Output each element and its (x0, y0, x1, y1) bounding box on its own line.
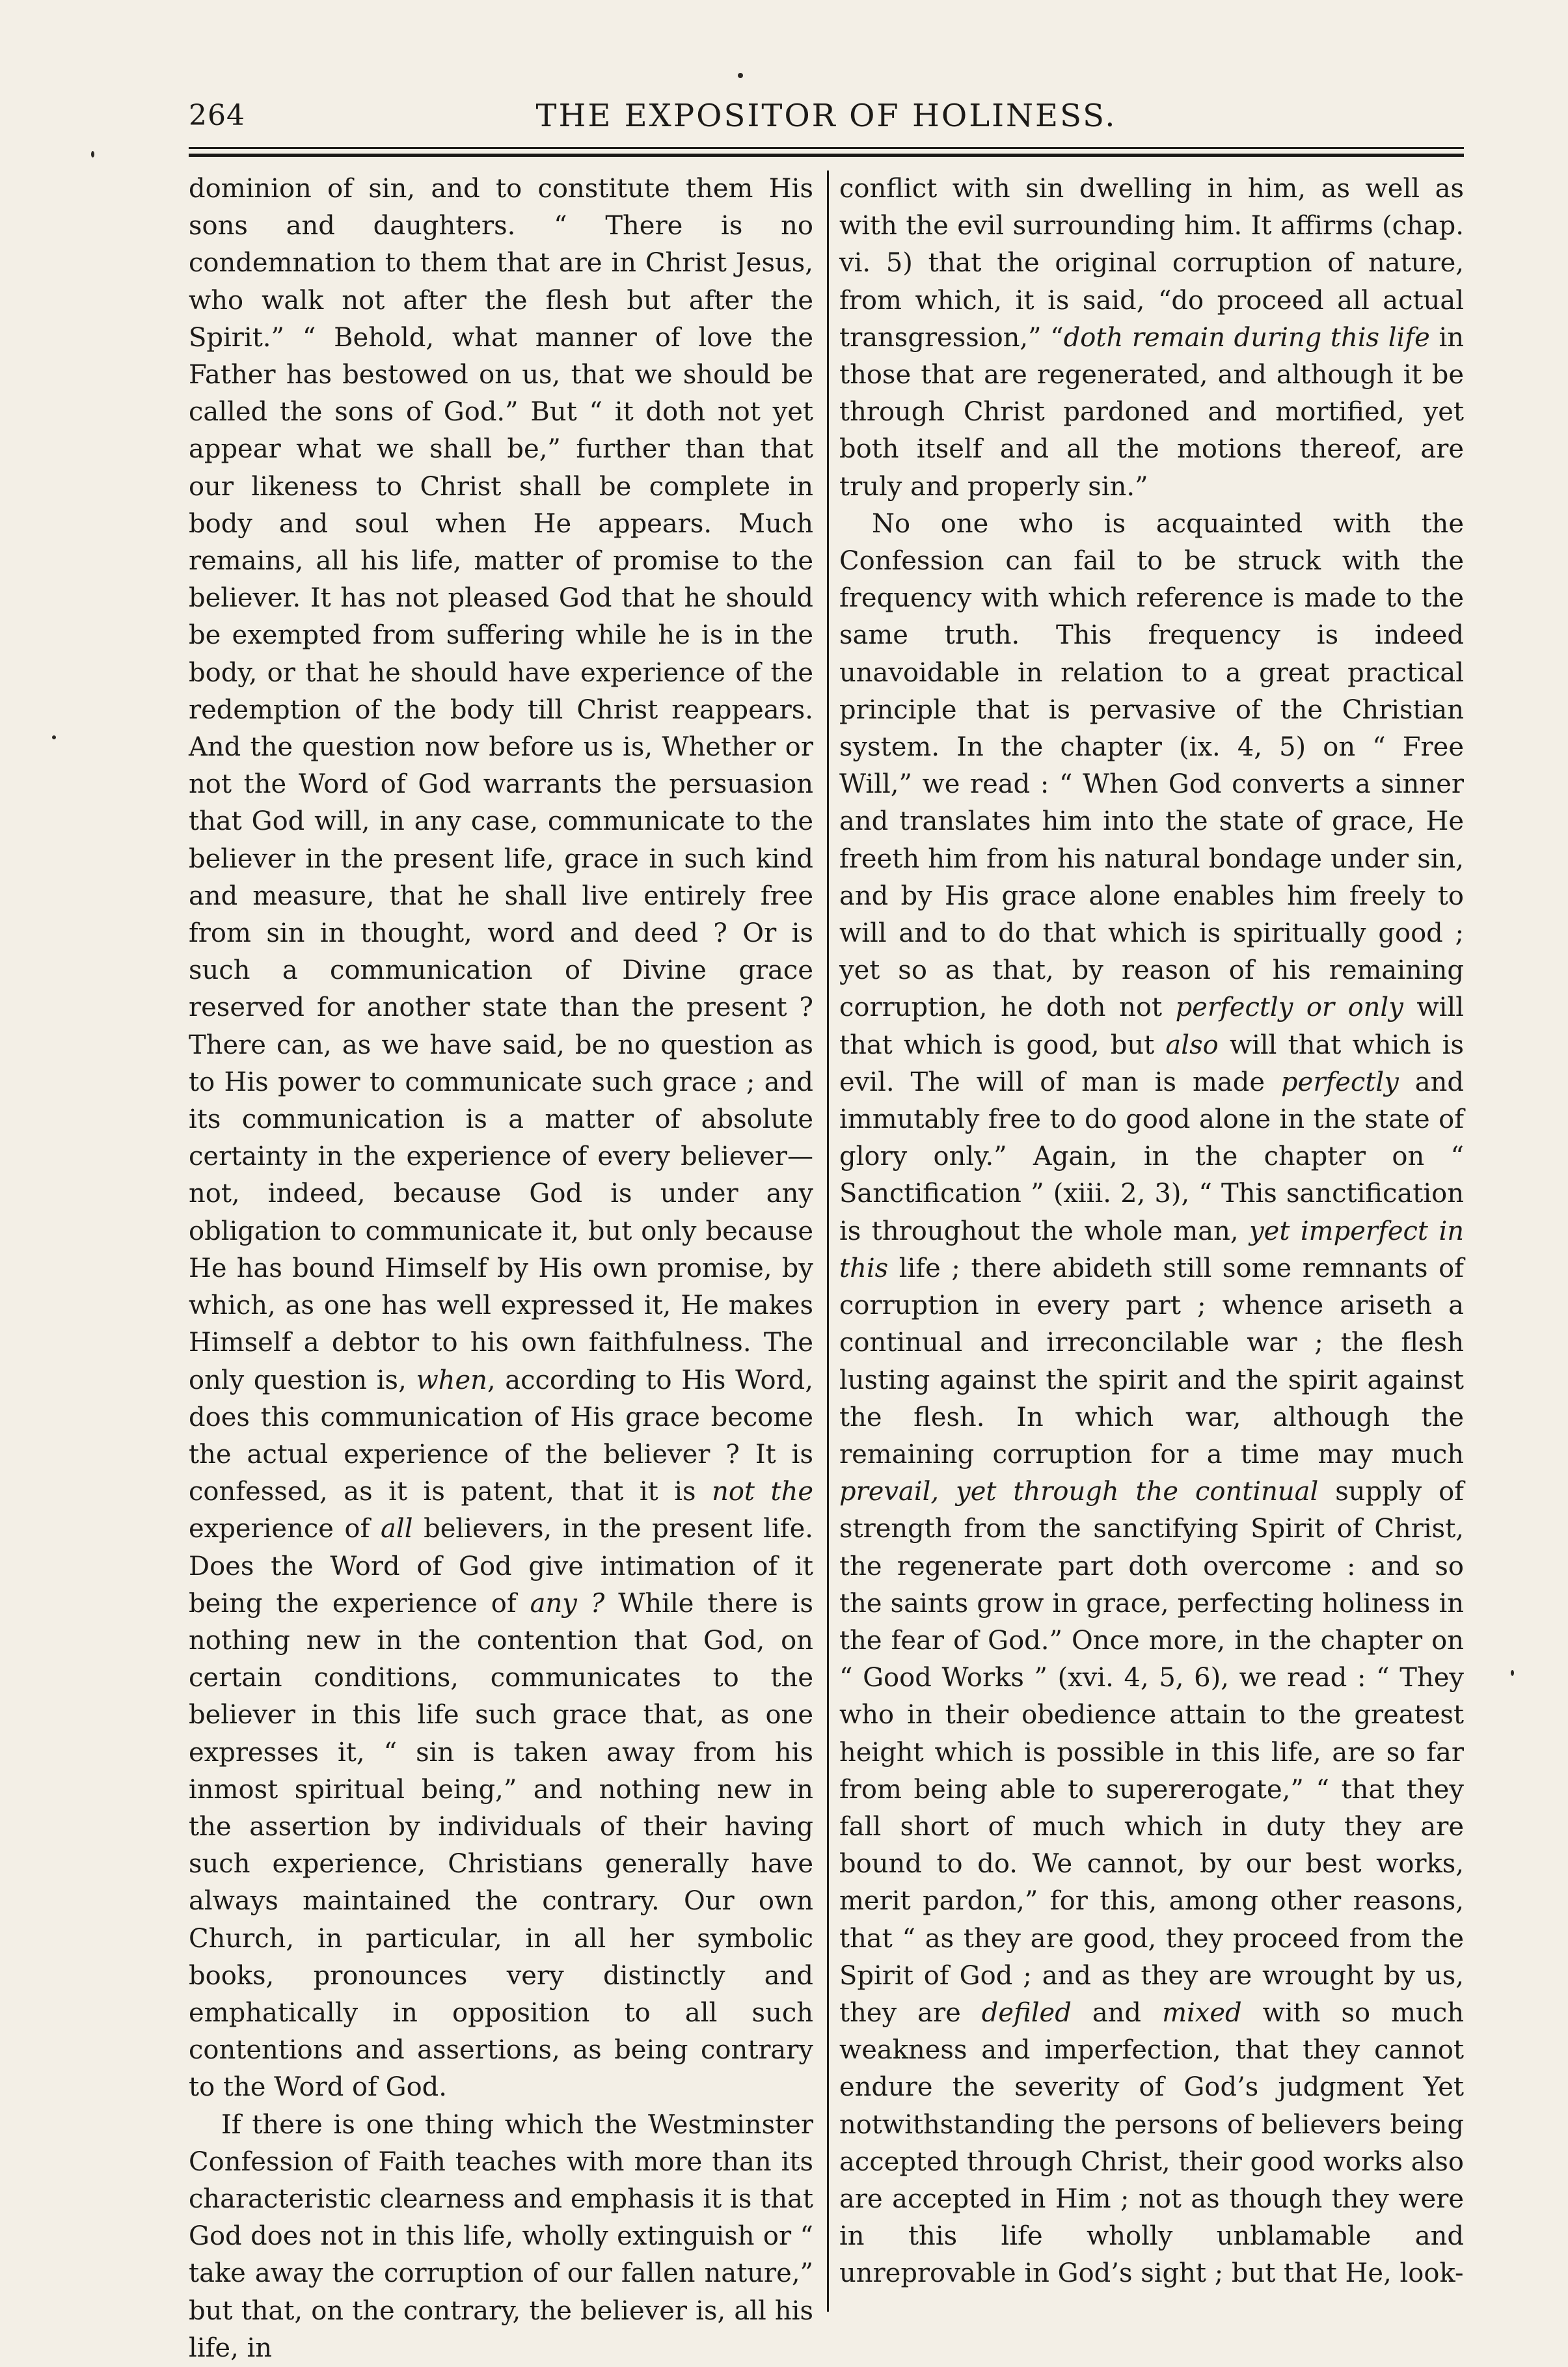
italic-text: all (381, 1514, 413, 1544)
text-run: with so much weakness and imperfection, that they cannot endure the severity of God’s judgment Yet notwithstanding the persons of believers being accepted through Christ, their good works also are accepted in Him ; not as though they were in this life wholly unblamable and unreprovable in God’s sight ; but that He, look- (839, 1997, 1464, 2289)
italic-text: doth remain during this life (1063, 322, 1430, 353)
italic-text: when (416, 1365, 487, 1395)
text-run: experience of (189, 1514, 381, 1544)
paragraph (189, 2107, 813, 2367)
text-run: While there is nothing new in the contention that God, on certain conditions, communicates to the believer in this life such grace that, as one expresses it, “ sin is taken away from his inmost spiritual being,” and nothing new in the assertion by individuals of their having such experience, Christians generally have always maintained the contrary. Our own Church, in particular, in all her symbolic books, pronounces very distinctly and emphatically in opposition to all such contentions and assertions, as being contrary to the Word of God. (189, 1588, 813, 2103)
text-run: in those that are regenerated, and although it be through Christ pardoned and mortified, yet both itself and all the motions thereof, are truly and properly sin.” (839, 322, 1464, 502)
paragraph (839, 171, 1464, 506)
column-divider (827, 171, 829, 2312)
text-run: and immutably free to do good alone in the state of glory only.” Again, in the chapter on “ Sanctification ” (xiii. 2, 3), “ This sanctification is throughout the whole man, (839, 1067, 1465, 1246)
italic-text: perfectly or only (1175, 992, 1403, 1023)
ink-speck (1511, 1670, 1514, 1676)
italic-text: mixed (1162, 1997, 1242, 2028)
text-run: and (1071, 1997, 1163, 2028)
italic-text: also (1165, 1030, 1219, 1060)
page-header (189, 90, 1464, 142)
paragraph (189, 171, 813, 2107)
italic-text: prevail, yet through the continual (839, 1477, 1319, 1507)
ink-speck (52, 735, 56, 739)
running-title: THE EXPOSITOR OF HOLINESS. (535, 98, 1117, 134)
ink-speck (738, 73, 743, 78)
text-run: dominion of sin, and to constitute them His sons and daughters. “ There is no condemnation to them that are in Christ Jesus, who walk not after the flesh but after the Spirit.” “ Behold, what manner of love the Father has bestowed on us, that we should be called the sons of God.” But “ it doth not yet appear what we shall be,” further than that our likeness to Christ shall be complete in body and soul when He appears. Much remains, all his life, matter of promise to the believer. It has not pleased God that he should be exempted from suffering while he is in the body, or that he should have experience of the redemption of the body till Christ reappears. And the question now before us is, Whether or not the Word of God warrants the persuasion that God will, in any case, communicate to the believer in the present life, grace in such kind and measure, that he shall live entirely free from sin in thought, word and deed ? Or is such a communication of Divine grace reserved for another state than the present ? There can, as we have said, be no question as to His power to communicate such grace ; and its communication is a matter of absolute certainty in the experience of every believer—not, indeed, because God is under any obligation to communicate it, but only because He has bound Himself by His own promise, by which, as one has well expressed it, He makes Himself a debtor to his own faithfulness. The only question is, (189, 174, 813, 1395)
ink-speck (91, 151, 94, 157)
header-rule-thick (189, 154, 1464, 157)
text-run: will that which is good, but (839, 992, 1464, 1060)
text-run: believers, in the present life. Does the Word of God give intimation of it being the experience of (189, 1514, 813, 1619)
italic-text: not the (712, 1477, 814, 1507)
text-run: No one who is acquainted with the Confession can fail to be struck with the frequency with which reference is made to the same truth. This frequency is indeed unavoidable in relation to a great practical principle that is pervasive of the Christian system. In the chapter (ix. 4, 5) on “ Free Will,” we read : “ When God converts a sinner and translates him into the state of grace, He freeth him from his natural bondage under sin, and by His grace alone enables him freely to will and to do that which is spiritually good ; yet so as that, by reason of his remaining corruption, he doth not (839, 508, 1464, 1023)
text-run: , according to His Word, does this communication of His grace become the actual experience of the believer ? It is confessed, as it is patent, that it is (189, 1365, 813, 1507)
text-run: If there is one thing which the Westminster Confession of Faith teaches with more than its characteristic clearness and emphasis it is that God does not in this life, wholly extinguish or “ take away the corruption of our fallen nature,” but that, on the contrary, the believer is, all his life, in (189, 2109, 813, 2363)
page-number: 264 (189, 99, 245, 132)
italic-text: defiled (981, 1997, 1072, 2028)
right-column (839, 171, 1464, 2344)
text-run: will that which is evil. The will of man is made (839, 1030, 1465, 1097)
text-run: supply of strength from the sanctifying Spirit of Christ, the regenerate part doth overcome : and so the saints grow in grace, perfecting holiness in the fear of God.” Once more, in the chapter on “ Good Works ” (xvi. 4, 5, 6), we read : “ They who in their obedience attain to the greatest height which is possible in this life, are so far from being able to supererogate,” “ that they fall short of much which in duty they are bound to do. We cannot, by our best works, merit pardon,” for this, among other reasons, that “ as they are good, they proceed from the Spirit of God ; and as they are wrought by us, they are (839, 1477, 1464, 2028)
text-run: conflict with sin dwelling in him, as well as with the evil surrounding him. It affirms (chap. vi. 5) that the original corruption of nature, from which, it is said, “do proceed all actual transgression,” “ (839, 174, 1464, 353)
italic-text: perfectly (1281, 1067, 1399, 1097)
header-rule-thin (189, 147, 1464, 149)
text-run: life ; there abideth still some remnants of corruption in every part ; whence ariseth a continual and irreconcilable war ; the flesh lusting against the spirit and the spirit against the flesh. In which war, although the remaining corruption for a time may much (839, 1253, 1464, 1470)
paragraph (839, 506, 1464, 2293)
italic-text: any ? (530, 1588, 605, 1619)
left-column (189, 171, 814, 2363)
italic-text: yet imperfect in this (839, 1216, 1464, 1283)
